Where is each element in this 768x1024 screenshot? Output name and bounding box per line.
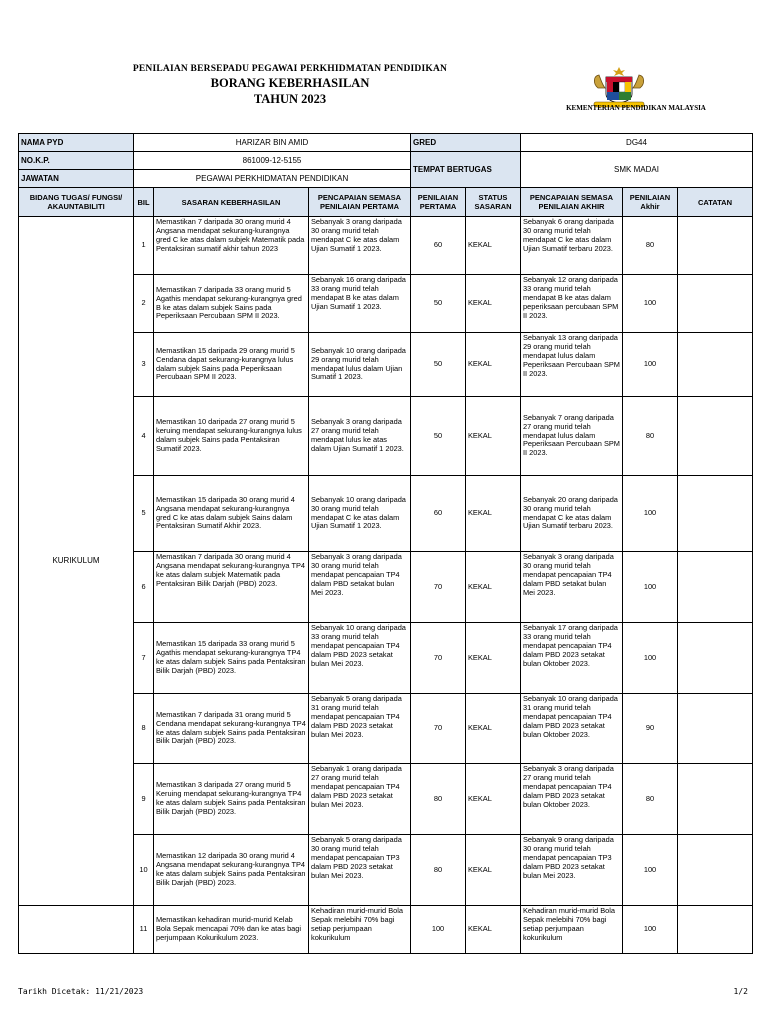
row-penilaian-pertama: 50 — [411, 275, 466, 333]
row-catatan — [678, 333, 753, 397]
row-bil: 2 — [134, 275, 154, 333]
col-pencapaian-pertama: PENCAPAIAN SEMASA PENILAIAN PERTAMA — [309, 188, 411, 217]
row-status: KEKAL — [466, 764, 521, 835]
row-pencapaian-pertama: Sebanyak 3 orang daripada 30 orang murid telah mendapat C ke atas dalam Ujian Sumatif 1 2023. — [309, 217, 411, 275]
row-sasaran: Memastikan 15 daripada 30 orang murid 4 Angsana mendapat sekurang-kurangnya gred C ke atas dalam subjek Sains dalam Pentaksiran Sumatif Akhir 2023. — [154, 476, 309, 552]
row-status: KEKAL — [466, 397, 521, 476]
row-penilaian-akhir: 80 — [623, 397, 678, 476]
row-pencapaian-pertama: Sebanyak 5 orang daripada 30 orang murid telah mendapat pencapaian TP3 dalam PBD 2023 setakat bulan Mei 2023. — [309, 835, 411, 906]
row-penilaian-akhir: 90 — [623, 694, 678, 764]
row-sasaran: Memastikan 7 daripada 33 orang murid 5 Agathis mendapat sekurang-kurangnya gred B ke atas dalam subjek Sains pada Peperiksaan Percubaan SPM II 2023. — [154, 275, 309, 333]
row-pencapaian-pertama: Sebanyak 10 orang daripada 29 orang murid telah mendapat lulus dalam Ujian Sumatif 1 2023. — [309, 333, 411, 397]
bidang-empty — [19, 906, 134, 954]
print-date: Tarikh Dicetak: 11/21/2023 — [18, 987, 144, 996]
gred-label: GRED — [411, 134, 521, 152]
row-status: KEKAL — [466, 906, 521, 954]
row-pencapaian-akhir: Sebanyak 13 orang daripada 29 orang murid telah mendapat lulus dalam Peperiksaan Percubaan SPM II 2023. — [521, 333, 623, 397]
row-pencapaian-pertama: Sebanyak 5 orang daripada 31 orang murid telah mendapat pencapaian TP4 dalam PBD 2023 setakat bulan Mei 2023. — [309, 694, 411, 764]
row-penilaian-pertama: 60 — [411, 217, 466, 275]
row-bil: 4 — [134, 397, 154, 476]
row-sasaran: Memastikan 7 daripada 31 orang murid 5 Cendana mendapat sekurang-kurangnya TP4 ke atas dalam subjek Sains pada Pentaksiran Bilik Darjah (PBD) 2023. — [154, 694, 309, 764]
row-bil: 9 — [134, 764, 154, 835]
col-status: STATUS SASARAN — [466, 188, 521, 217]
row-pencapaian-akhir: Sebanyak 20 orang daripada 30 orang murid telah mendapat C ke atas dalam Ujian Sumatif terbaru 2023. — [521, 476, 623, 552]
row-penilaian-akhir: 100 — [623, 623, 678, 694]
row-pencapaian-pertama: Sebanyak 16 orang daripada 33 orang murid telah mendapat B ke atas dalam Ujian Sumatif 1 2023. — [309, 275, 411, 333]
row-penilaian-akhir: 100 — [623, 275, 678, 333]
bidang-kurikulum: KURIKULUM — [19, 217, 134, 906]
col-bidang: BIDANG TUGAS/ FUNGSI/ AKAUNTABILITI — [19, 188, 134, 217]
keberhasilan-table — [18, 187, 753, 954]
row-pencapaian-pertama: Sebanyak 1 orang daripada 27 orang murid telah mendapat pencapaian TP4 dalam PBD 2023 setakat bulan Mei 2023. — [309, 764, 411, 835]
row-penilaian-pertama: 70 — [411, 623, 466, 694]
col-penilaian-akhir: PENILAIAN Akhir — [623, 188, 678, 217]
table-row — [19, 906, 753, 954]
row-pencapaian-akhir: Sebanyak 17 orang daripada 33 orang murid telah mendapat pencapaian TP4 dalam PBD 2023 setakat bulan Oktober 2023. — [521, 623, 623, 694]
row-penilaian-pertama: 70 — [411, 694, 466, 764]
col-pencapaian-akhir: PENCAPAIAN SEMASA PENILAIAN AKHIR — [521, 188, 623, 217]
nama-label: NAMA PYD — [19, 134, 134, 152]
row-pencapaian-pertama: Sebanyak 10 orang daripada 33 orang murid telah mendapat pencapaian TP4 dalam PBD 2023 setakat bulan Mei 2023. — [309, 623, 411, 694]
row-catatan — [678, 476, 753, 552]
row-penilaian-pertama: 80 — [411, 764, 466, 835]
row-bil: 8 — [134, 694, 154, 764]
row-catatan — [678, 694, 753, 764]
row-status: KEKAL — [466, 623, 521, 694]
row-penilaian-akhir: 100 — [623, 552, 678, 623]
row-pencapaian-akhir: Kehadiran murid-murid Bola Sepak melebihi 70% bagi setiap perjumpaan kokurikulum — [521, 906, 623, 954]
row-catatan — [678, 835, 753, 906]
row-penilaian-pertama: 100 — [411, 906, 466, 954]
nokp-value: 861009-12-5155 — [134, 152, 411, 170]
row-penilaian-akhir: 100 — [623, 333, 678, 397]
gred-value: DG44 — [521, 134, 753, 152]
row-catatan — [678, 906, 753, 954]
row-penilaian-akhir: 80 — [623, 764, 678, 835]
row-sasaran: Memastikan 7 daripada 30 orang murid 4 Angsana mendapat sekurang-kurangnya TP4 ke atas dalam subjek Matematik pada Pentaksiran Bilik Darjah (PBD) 2023. — [154, 552, 309, 623]
col-catatan: CATATAN — [678, 188, 753, 217]
row-penilaian-pertama: 60 — [411, 476, 466, 552]
row-sasaran: Memastikan 7 daripada 30 orang murid 4 Angsana mendapat sekurang-kurangnya gred C ke atas dalam subjek Matematik pada Pentaksiran sumatif akhir tahun 2023 — [154, 217, 309, 275]
row-pencapaian-akhir: Sebanyak 7 orang daripada 27 orang murid telah mendapat lulus dalam Peperiksaan Percubaan SPM II 2023. — [521, 397, 623, 476]
row-sasaran: Memastikan 12 daripada 30 orang murid 4 Angsana mendapat sekurang-kurangnya TP4 ke atas dalam subjek Sains pada Pentaksiran Bilik Darjah (PBD) 2023. — [154, 835, 309, 906]
row-bil: 1 — [134, 217, 154, 275]
row-status: KEKAL — [466, 694, 521, 764]
row-bil: 7 — [134, 623, 154, 694]
row-sasaran: Memastikan 15 daripada 29 orang murid 5 Cendana dapat sekurang-kurangnya lulus dalam subjek Sains pada Peperiksaan Percubaan SPM II 2023. — [154, 333, 309, 397]
col-sasaran: SASARAN KEBERHASILAN — [154, 188, 309, 217]
form-header-line1: PENILAIAN BERSEPADU PEGAWAI PERKHIDMATAN PENDIDIKAN — [132, 64, 448, 74]
row-penilaian-akhir: 100 — [623, 835, 678, 906]
row-catatan — [678, 397, 753, 476]
jawatan-value: PEGAWAI PERKHIDMATAN PENDIDIKAN — [134, 170, 411, 188]
form-year: TAHUN 2023 — [253, 92, 327, 106]
row-pencapaian-pertama: Sebanyak 3 orang daripada 27 orang murid telah mendapat lulus ke atas dalam Ujian Sumatif 1 2023. — [309, 397, 411, 476]
row-penilaian-akhir: 100 — [623, 906, 678, 954]
page-number: 1/2 — [733, 987, 748, 996]
row-catatan — [678, 623, 753, 694]
malaysia-coat-of-arms-logo — [590, 66, 648, 108]
row-catatan — [678, 764, 753, 835]
jawatan-label: JAWATAN — [19, 170, 134, 188]
row-penilaian-pertama: 70 — [411, 552, 466, 623]
row-catatan — [678, 552, 753, 623]
tempat-label: TEMPAT BERTUGAS — [411, 152, 521, 188]
row-sasaran: Memastikan 10 daripada 27 orang murid 5 keruing mendapat sekurang-kurangnya lulus dalam subjek Sains pada Pentaksiran Sumatif 2023. — [154, 397, 309, 476]
row-sasaran: Memastikan 15 daripada 33 orang murid 5 Agathis mendapat sekurang-kurangnya TP4 ke atas dalam subjek Sains pada Pentaksiran Bilik Darjah (PBD) 2023. — [154, 623, 309, 694]
row-penilaian-pertama: 80 — [411, 835, 466, 906]
row-status: KEKAL — [466, 217, 521, 275]
row-bil: 5 — [134, 476, 154, 552]
row-pencapaian-akhir: Sebanyak 12 orang daripada 33 orang murid telah mendapat B ke atas dalam peperiksaan percubaan SPM II 2023. — [521, 275, 623, 333]
ministry-name: KEMENTERIAN PENDIDIKAN MALAYSIA — [566, 104, 706, 112]
row-status: KEKAL — [466, 275, 521, 333]
row-sasaran: Memastikan kehadiran murid-murid Kelab Bola Sepak mencapai 70% dan ke atas bagi perjumpaan Kokurikulum 2023. — [154, 906, 309, 954]
row-status: KEKAL — [466, 552, 521, 623]
row-catatan — [678, 275, 753, 333]
row-penilaian-akhir: 80 — [623, 217, 678, 275]
row-bil: 3 — [134, 333, 154, 397]
row-penilaian-pertama: 50 — [411, 333, 466, 397]
row-pencapaian-pertama: Sebanyak 3 orang daripada 30 orang murid telah mendapat pencapaian TP4 dalam PBD setakat bulan Mei 2023. — [309, 552, 411, 623]
row-bil: 6 — [134, 552, 154, 623]
row-pencapaian-akhir: Sebanyak 6 orang daripada 30 orang murid telah mendapat C ke atas dalam Ujian Sumatif terbaru 2023. — [521, 217, 623, 275]
row-sasaran: Memastikan 3 daripada 27 orang murid 5 Keruing mendapat sekurang-kurangnya TP4 ke atas dalam subjek Sains pada Pentaksiran Bilik Darjah (PBD) 2023. — [154, 764, 309, 835]
nama-value: HARIZAR BIN AMID — [134, 134, 411, 152]
row-status: KEKAL — [466, 835, 521, 906]
row-pencapaian-akhir: Sebanyak 3 orang daripada 27 orang murid telah mendapat pencapaian TP4 dalam PBD 2023 setakat bulan Oktober 2023. — [521, 764, 623, 835]
row-pencapaian-akhir: Sebanyak 10 orang daripada 31 orang murid telah mendapat pencapaian TP4 dalam PBD 2023 setakat bulan Oktober 2023. — [521, 694, 623, 764]
nokp-label: NO.K.P. — [19, 152, 134, 170]
tempat-value: SMK MADAI — [521, 152, 753, 188]
row-penilaian-pertama: 50 — [411, 397, 466, 476]
row-penilaian-akhir: 100 — [623, 476, 678, 552]
row-pencapaian-akhir: Sebanyak 3 orang daripada 30 orang murid telah mendapat pencapaian TP4 dalam PBD setakat bulan Mei 2023. — [521, 552, 623, 623]
row-pencapaian-pertama: Sebanyak 10 orang daripada 30 orang murid telah mendapat C ke atas dalam Ujian Sumatif 1 2023. — [309, 476, 411, 552]
staff-info-table — [18, 133, 753, 188]
col-penilaian-pertama: PENILAIAN PERTAMA — [411, 188, 466, 217]
row-pencapaian-akhir: Sebanyak 9 orang daripada 30 orang murid telah mendapat pencapaian TP3 dalam PBD 2023 setakat bulan Mei 2023. — [521, 835, 623, 906]
table-row — [19, 217, 753, 275]
row-status: KEKAL — [466, 333, 521, 397]
row-bil: 11 — [134, 906, 154, 954]
col-bil: BIL — [134, 188, 154, 217]
form-title: BORANG KEBERHASILAN — [210, 76, 370, 90]
row-status: KEKAL — [466, 476, 521, 552]
row-pencapaian-pertama: Kehadiran murid-murid Bola Sepak melebihi 70% bagi setiap perjumpaan kokurikulum — [309, 906, 411, 954]
row-bil: 10 — [134, 835, 154, 906]
row-catatan — [678, 217, 753, 275]
